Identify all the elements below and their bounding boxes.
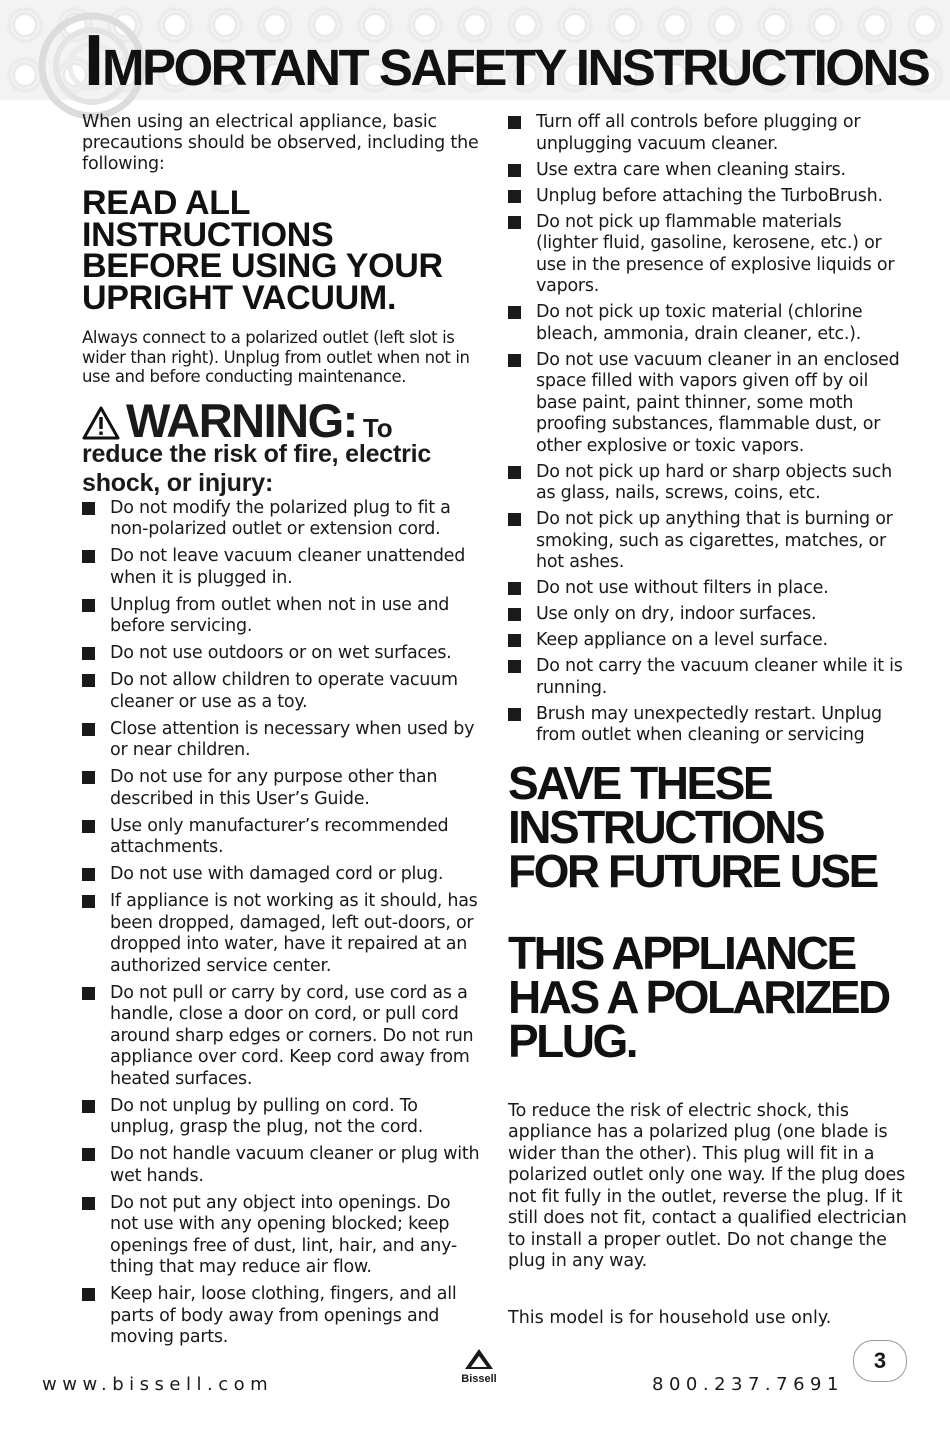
household-use-note: This model is for household use only.	[508, 1307, 832, 1328]
list-item: Do not use with damaged cord or plug.	[82, 864, 482, 886]
page-title-rest: MPORTANT SAFETY INSTRUCTIONS	[102, 39, 929, 96]
list-item: Do not carry the vacuum cleaner while it is running.	[508, 656, 908, 699]
list-item: Do not allow children to operate vacuum cleaner or use as a toy.	[82, 670, 482, 713]
bissell-logo-icon	[448, 1347, 510, 1387]
list-item: Brush may unexpectedly restart. Unplug from outlet when cleaning or servicing	[508, 704, 908, 747]
page-number: 3	[853, 1340, 907, 1382]
right-safety-list	[508, 112, 908, 747]
polarized-plug-text: To reduce the risk of electric shock, this appliance has a polarized plug (one blade is wider than the other). This plug will fit in a polarized outlet only one way. If the plug does not fit fully in the outlet, reverse the plug. If it still does not fit, contact a qualified electrician to install a proper outlet. Do not change the plug in any way.	[508, 1100, 907, 1272]
list-item: Do not use for any purpose other than described in this User’s Guide.	[82, 767, 482, 810]
save-instructions-heading: SAVE THESE INSTRUCTIONS FOR FUTURE USE	[508, 756, 877, 897]
list-item: Keep appliance on a level surface.	[508, 630, 908, 652]
list-item: If appliance is not working as it should, has been dropped, damaged, left out-doors, or dropped into water, have it repaired at an authorized service center.	[82, 891, 482, 977]
footer-website: www.bissell.com	[42, 1374, 274, 1395]
left-safety-list	[82, 498, 482, 1349]
list-item: Unplug before attaching the TurboBrush.	[508, 186, 908, 208]
list-item: Keep hair, loose clothing, fingers, and all parts of body away from openings and moving parts.	[82, 1284, 482, 1349]
warning-heading	[82, 393, 482, 447]
polarized-outlet-note: Always connect to a polarized outlet (left slot is wider than right). Unplug from outlet when not in use and before conducting maintenance.	[82, 328, 470, 386]
warning-subheading: reduce the risk of fire, electric shock, or injury:	[82, 439, 432, 497]
list-item: Do not pick up hard or sharp objects such as glass, nails, screws, coins, etc.	[508, 462, 908, 505]
list-item: Unplug from outlet when not in use and before servicing.	[82, 595, 482, 638]
footer-phone: 800.237.7691	[652, 1374, 844, 1395]
list-item: Do not modify the polarized plug to fit a non-polarized outlet or extension cord.	[82, 498, 482, 541]
list-item: Turn off all controls before plugging or unplugging vacuum cleaner.	[508, 112, 908, 155]
list-item: Do not pick up flammable materials (lighter fluid, gasoline, kerosene, etc.) or use in the presence of explosive liquids or vapors.	[508, 212, 908, 298]
warning-triangle-icon	[82, 405, 120, 441]
list-item: Do not unplug by pulling on cord. To unplug, grasp the plug, not the cord.	[82, 1096, 482, 1139]
list-item: Do not use vacuum cleaner in an enclosed space filled with vapors given off by oil base paint, paint thinner, some moth proofing substances, flammable dust, or other explosive or toxic vapors.	[508, 350, 908, 458]
logo-wordmark: Bissell	[461, 1373, 497, 1385]
warning-word: WARNING:	[126, 393, 357, 447]
list-item: Use only on dry, indoor surfaces.	[508, 604, 908, 626]
list-item: Do not use without filters in place.	[508, 578, 908, 600]
page-title-initial: I	[84, 21, 103, 101]
read-all-heading: READ ALL INSTRUCTIONS BEFORE USING YOUR UPRIGHT VACUUM.	[82, 184, 443, 317]
list-item: Do not pull or carry by cord, use cord as a handle, close a door on cord, or pull cord around sharp edges or corners. Do not run appliance over cord. Keep cord away from heated surfaces.	[82, 983, 482, 1091]
warning-to: To	[362, 412, 393, 443]
list-item: Use extra care when cleaning stairs.	[508, 160, 908, 182]
list-item: Do not handle vacuum cleaner or plug with wet hands.	[82, 1144, 482, 1187]
list-item: Close attention is necessary when used by or near children.	[82, 719, 482, 762]
list-item: Do not pick up anything that is burning or smoking, such as cigarettes, matches, or hot ashes.	[508, 509, 908, 574]
polarized-plug-heading: THIS APPLIANCE HAS A POLARIZED PLUG.	[508, 926, 889, 1067]
list-item: Do not pick up toxic material (chlorine bleach, ammonia, drain cleaner, etc.).	[508, 302, 908, 345]
intro-text: When using an electrical appliance, basic precautions should be observed, including the following:	[82, 112, 479, 174]
left-column	[82, 112, 482, 1354]
list-item: Do not leave vacuum cleaner unattended when it is plugged in.	[82, 546, 482, 589]
page-title	[84, 20, 928, 102]
list-item: Do not put any object into openings. Do not use with any opening blocked; keep openings free of dust, lint, hair, and any-thing that may reduce air flow.	[82, 1193, 482, 1279]
list-item: Do not use outdoors or on wet surfaces.	[82, 643, 482, 665]
right-column	[508, 112, 908, 1329]
list-item: Use only manufacturer’s recommended attachments.	[82, 816, 482, 859]
